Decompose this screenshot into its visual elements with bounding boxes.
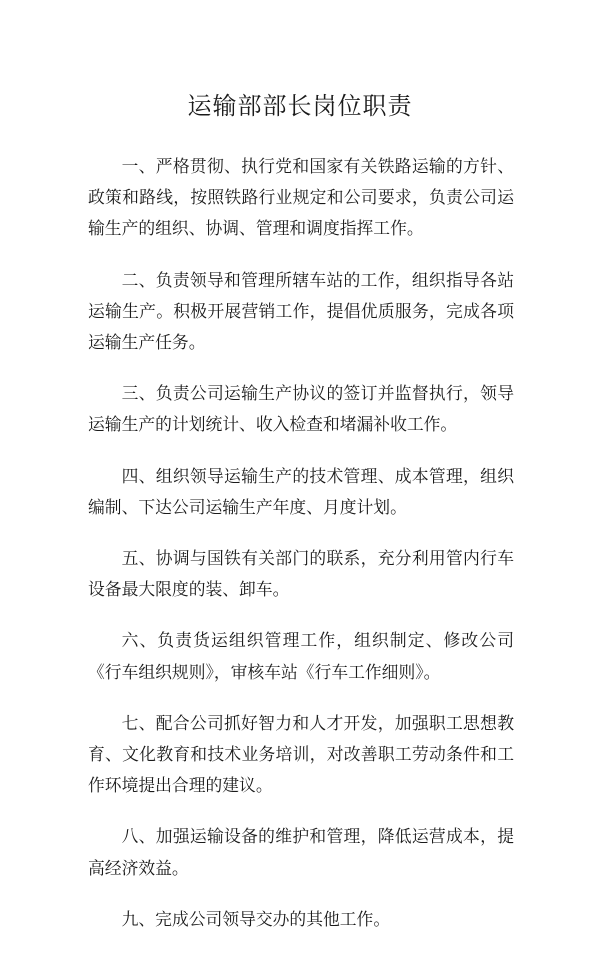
duty-item-7: 七、配合公司抓好智力和人才开发，加强职工思想教育、文化教育和技术业务培训，对改善职工劳动条件和工作环境提出合理的建议。 — [88, 712, 514, 796]
duty-item-5: 五、协调与国铁有关部门的联系，充分利用管内行车设备最大限度的装、卸车。 — [88, 548, 514, 600]
duty-item-1: 一、严格贯彻、执行党和国家有关铁路运输的方针、政策和路线，按照铁路行业规定和公司要求，负责公司运输生产的组织、协调、管理和调度指挥工作。 — [88, 156, 514, 239]
duty-item-3: 三、负责公司运输生产协议的签订并监督执行，领导运输生产的计划统计、收入检查和堵漏补收工作。 — [88, 383, 514, 435]
duty-item-6: 六、负责货运组织管理工作，组织制定、修改公司《行车组织规则》，审核车站《行车工作细则》。 — [88, 630, 514, 682]
document-title: 运输部部长岗位职责 — [187, 92, 413, 120]
document-body — [88, 151, 514, 955]
duty-item-8: 八、加强运输设备的维护和管理，降低运营成本，提高经济效益。 — [88, 826, 514, 878]
duty-item-4: 四、组织领导运输生产的技术管理、成本管理，组织编制、下达公司运输生产年度、月度计划。 — [88, 465, 514, 517]
duty-item-2: 二、负责领导和管理所辖车站的工作，组织指导各站运输生产。积极开展营销工作，提倡优质服务，完成各项运输生产任务。 — [88, 269, 514, 353]
duty-item-9: 九、完成公司领导交办的其他工作。 — [121, 908, 391, 929]
